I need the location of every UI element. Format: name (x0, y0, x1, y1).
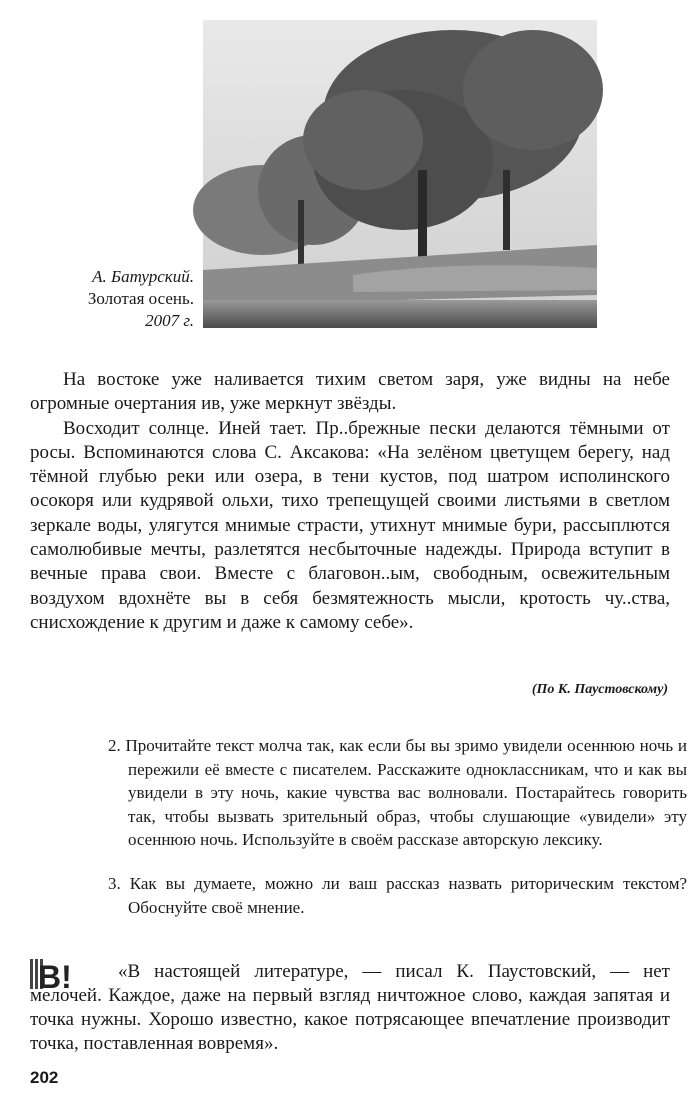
painting-image (203, 20, 597, 328)
caption-year: 2007 г. (145, 311, 194, 330)
source-attribution: (По К. Паустовскому) (531, 682, 668, 697)
icon-label: B! (38, 959, 72, 995)
body-text (30, 368, 670, 635)
caption-author: А. Батурский. (92, 267, 194, 286)
paragraph-1: На востоке уже наливается тихим светом заря, уже видны на небе огромные очертания ив, уже меркнут звёзды. (30, 369, 670, 415)
paragraph-2: Восходит солнце. Иней тает. Пр..брежные пески делаются тёмными от росы. Вспоминаются слова С. Аксакова: «На зелёном цветущем берегу, над тёмной глубью реки или озера, в тени кустов, под шатром исполинского осокоря или кудрявой ольхи, тихо трепещущей своими листьями в светлом зеркале воды, улягутся мнимые страсти, утихнут мнимые бури, рассыплются самолюбивые мечты, разлетятся несбыточные надежды. Природа вступит в вечные права свои. Вместе с благовон..ым, свободным, освежительным воздухом вдохнёте вы в себя безмятежность мысли, кротость чу..ства, снисхождение к другим и даже к самому себе». (30, 417, 670, 633)
page-number: 202 (30, 1068, 59, 1087)
quote-block (30, 960, 670, 1056)
task-3: 3. Как вы думаете, можно ли ваш рассказ назвать риторическим текстом? Обоснуйте своё мнение. (108, 874, 687, 917)
image-caption (30, 266, 194, 332)
quote-text: «В настоящей литературе, — писал К. Паустовский, — нет мелочей. Каждое, даже на первый взгляд ничтожное слово, каждая запятая и точка нужны. Хорошо известно, какое потрясающее впечатление производит точка, поставленная вовремя». (30, 961, 670, 1054)
task-2: 2. Прочитайте текст молча так, как если бы вы зримо увидели осеннюю ночь и пережили её вместе с писателем. Расскажите одноклассникам, что и как вы увидели в эту ночь, какие чувства вас волновали. Постарайтесь говорить так, чтобы вызвать зрительный образ, чтобы слушающие «увидели» эту осеннюю ночь. Используйте в своём рассказе авторскую лексику. (108, 736, 687, 849)
caption-title: Золотая осень. (87, 289, 194, 308)
